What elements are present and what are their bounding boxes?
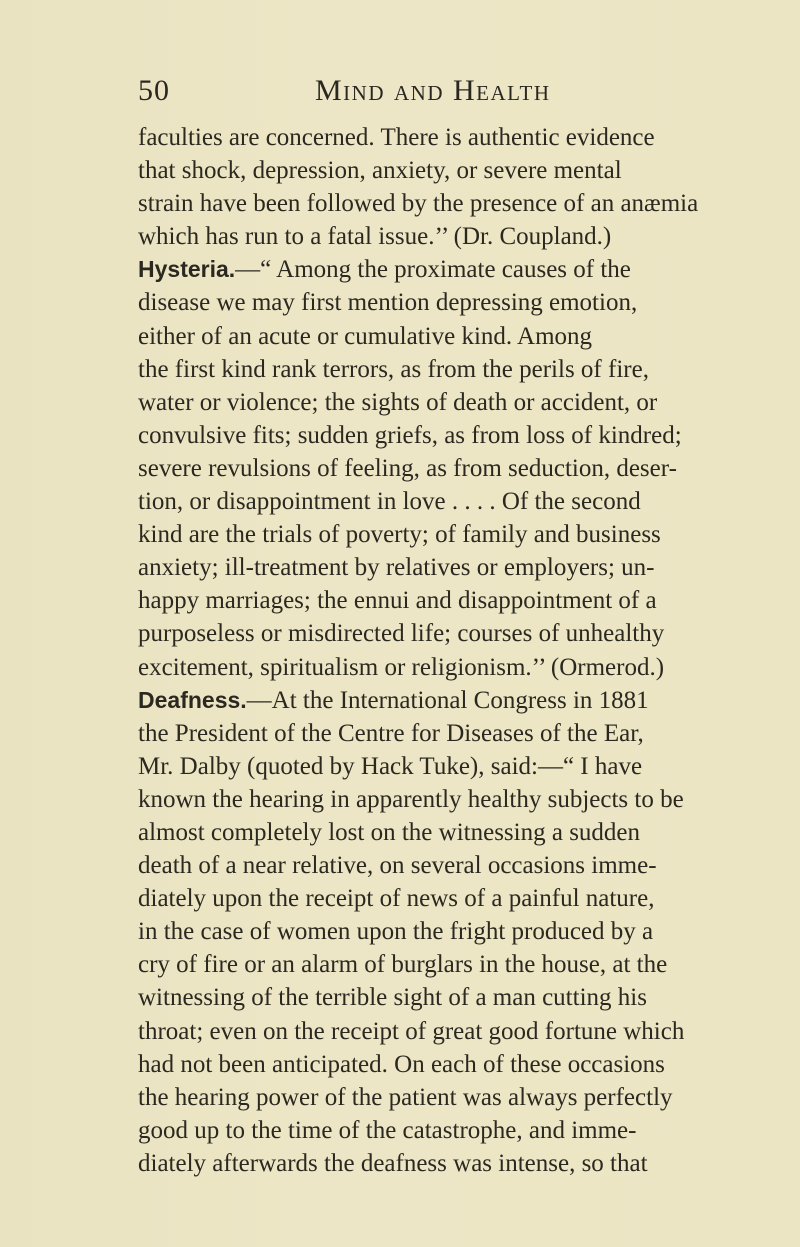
line-text: —“ Among the proximate causes of the: [235, 256, 631, 284]
text-line: [138, 981, 761, 1014]
line-text: faculties are concerned. There is authentic evidence: [138, 124, 655, 151]
line-text: diately afterwards the deafness was intense, so that: [138, 1149, 648, 1177]
text-line: [138, 750, 761, 783]
text-line: [138, 882, 761, 915]
text-line: [138, 518, 761, 551]
page-header: [0, 74, 800, 114]
line-text: severe revulsions of feeling, as from seduction, deser-: [138, 454, 677, 482]
line-text: that shock, depression, anxiety, or severe mental: [138, 157, 622, 185]
line-text: —At the International Congress in 1881: [246, 686, 649, 714]
running-title: Mind and Health: [315, 74, 551, 107]
text-line: [138, 1048, 761, 1081]
line-text: cry of fire or an alarm of burglars in the house, at the: [138, 951, 668, 979]
line-text: had not been anticipated. On each of these occasions: [138, 1050, 665, 1078]
line-text: convulsive fits; sudden griefs, as from loss of kindred;: [138, 421, 682, 449]
line-text: Mr. Dalby (quoted by Hack Tuke), said:—“ I have: [138, 752, 643, 780]
line-text: water or violence; the sights of death or accident, or: [138, 388, 658, 416]
text-line: [138, 717, 761, 750]
line-text: death of a near relative, on several occasions imme-: [138, 852, 657, 880]
section-start-line: [138, 253, 761, 286]
line-text: good up to the time of the catastrophe, and imme-: [138, 1116, 637, 1144]
line-text: kind are the trials of poverty; of family and business: [138, 521, 661, 549]
text-line: [138, 320, 761, 353]
text-line: [138, 849, 761, 882]
text-line: [138, 915, 761, 948]
text-line: [138, 948, 761, 981]
section-start-line: [138, 684, 761, 717]
line-text: the President of the Centre for Diseases of the Ear,: [138, 719, 644, 747]
line-text: diately upon the receipt of news of a painful nature,: [138, 885, 655, 913]
text-line: [138, 220, 761, 253]
line-text: the first kind rank terrors, as from the perils of fire,: [138, 355, 649, 383]
text-line: [138, 783, 761, 816]
text-line: [138, 617, 761, 650]
line-text: almost completely lost on the witnessing a sudden: [138, 818, 641, 846]
line-text: disease we may first mention depressing emotion,: [138, 289, 638, 317]
text-line: [138, 816, 761, 849]
line-text: tion, or disappointment in love . . . . Of the second: [138, 488, 641, 516]
line-text: either of an acute or cumulative kind. Among: [138, 322, 593, 350]
text-line: [138, 419, 761, 452]
text-line: [138, 651, 761, 684]
text-line: [138, 286, 761, 319]
body-text: [138, 121, 761, 1180]
text-line: [138, 485, 761, 518]
text-line: [138, 1015, 761, 1048]
text-line: [138, 1114, 761, 1147]
line-text: the hearing power of the patient was always perfectly: [138, 1083, 673, 1111]
section-heading: Hysteria.: [138, 256, 236, 283]
text-line: [138, 584, 761, 617]
section-heading: Deafness.: [138, 686, 247, 713]
line-text: anxiety; ill-treatment by relatives or employers; un-: [138, 554, 655, 582]
line-text: in the case of women upon the fright produced by a: [138, 918, 654, 946]
text-line: [138, 1081, 761, 1114]
line-text: which has run to a fatal issue.’’ (Dr. Coupland.): [138, 223, 612, 251]
text-line: [138, 353, 761, 386]
text-line: [138, 452, 761, 485]
text-line: [138, 187, 761, 220]
text-line: [138, 386, 761, 419]
text-line: [138, 1147, 761, 1180]
text-line: [138, 154, 761, 187]
page-number: 50: [138, 74, 170, 107]
line-text: excitement, spiritualism or religionism.’’ (Ormerod.): [138, 653, 665, 681]
line-text: throat; even on the receipt of great good fortune which: [138, 1017, 685, 1045]
line-text: happy marriages; the ennui and disappointment of a: [138, 587, 657, 615]
text-line: [138, 121, 761, 154]
line-text: witnessing of the terrible sight of a man cutting his: [138, 984, 647, 1012]
text-line: [138, 551, 761, 584]
line-text: known the hearing in apparently healthy subjects to be: [138, 785, 684, 813]
line-text: purposeless or misdirected life; courses of unhealthy: [138, 620, 665, 648]
line-text: strain have been followed by the presence of an anæmia: [138, 190, 699, 218]
